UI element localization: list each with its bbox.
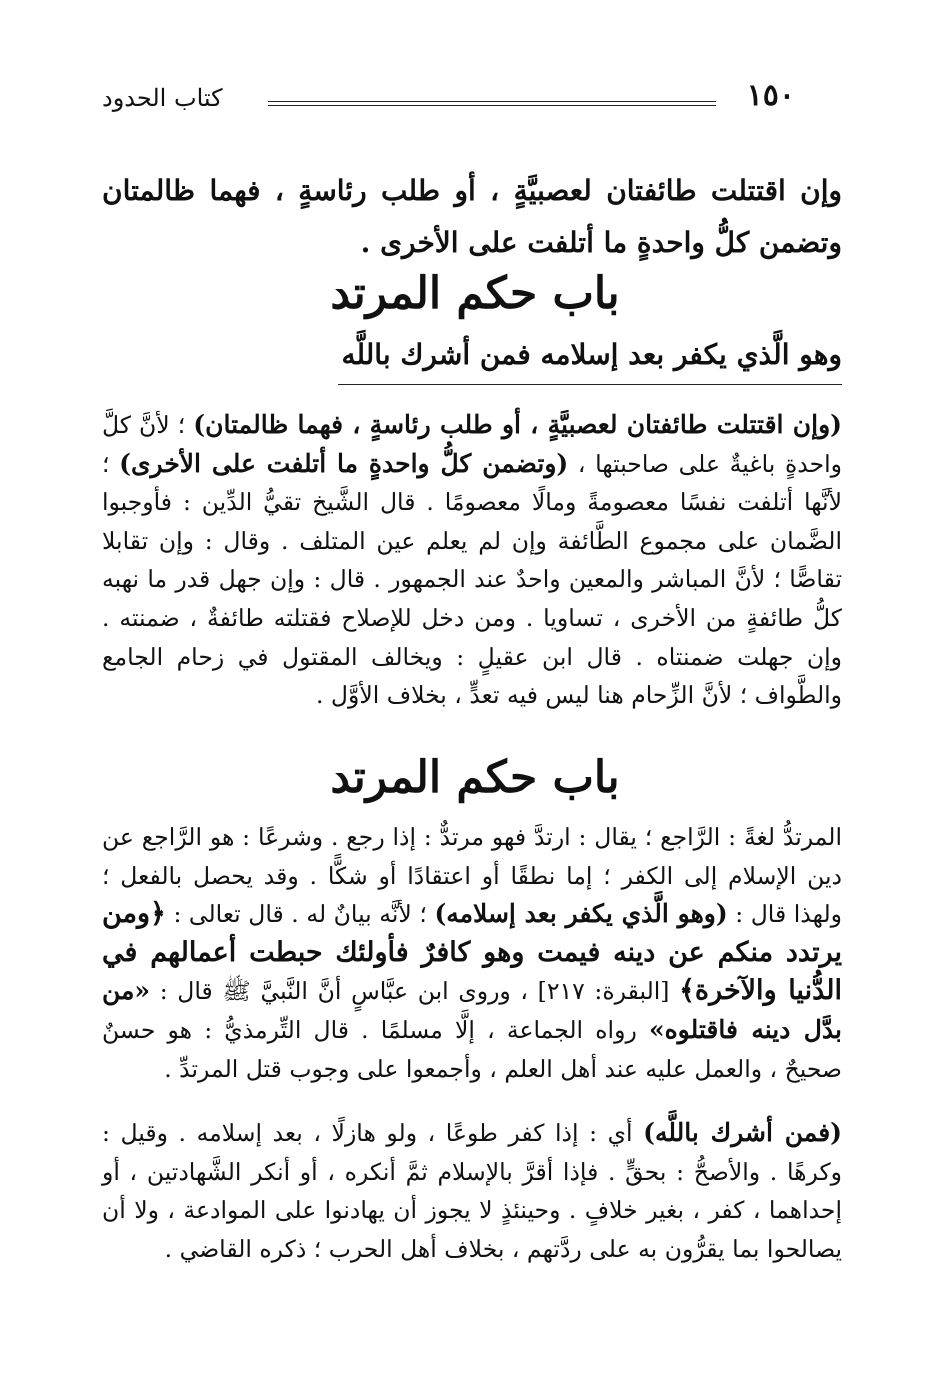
text-run: [البقرة: ٢١٧] ، وروى ابن عبَّاسٍ أنَّ النَّبيَّ ﷺ قال : — [150, 977, 680, 1006]
commentary-paragraph-2 — [102, 818, 842, 1088]
chapter-title-1: باب حكم المرتد — [330, 268, 620, 319]
matn-chapter-line: وهو الَّذي يكفر بعد إسلامه فمن أشرك باللَّه — [341, 338, 842, 371]
page-number: ١٥٠ — [746, 78, 795, 113]
chapter-title-2: باب حكم المرتد — [330, 752, 620, 803]
text-run: المرتدُّ لغةً : الرَّاجع ؛ يقال : ارتدَّ فهو مرتدٌّ : إذا رجع . وشرعًا : هو الرَّاجع عن دين الإسلام إلى الكفر ؛ إما نطقًا أو اعتقادًا أو شكًّا . وقد يحصل بالفعل ؛ ولهذا قال : — [102, 823, 842, 929]
header-rule — [268, 101, 716, 106]
matn-separator-rule — [338, 384, 842, 385]
bold-run: (وهو الَّذي يكفر بعد إسلامه) — [434, 899, 728, 929]
text-run: أي : إذا كفر طوعًا ، ولو هازلًا ، بعد إسلامه . وقيل : وكرهًا . والأصحُّ : بحقٍّ . فإذا أقرَّ بالإسلام ثمَّ أنكره ، أو أنكر الشَّهادتين ، أو إحداهما ، كفر ، بغير خلافٍ . وحينئذٍ لا يجوز أن يهادنوا على الموادعة ، ولا أن يصالحوا بما يقرُّون به على ردَّتهم ، بخلاف أهل الحرب ؛ ذكره القاضي . — [102, 1119, 842, 1263]
text-run: ؛ لأنَّ كلَّ واحدةٍ باغيةٌ على صاحبتها ، — [102, 411, 842, 478]
text-run: ؛ لأنَّها أتلفت نفسًا معصومةً ومالًا معصومًا . قال الشَّيخ تقيُّ الدِّين : فأوجبوا الضَّمان على مجموع الطَّائفة وإن لم يعلم عين المتلف . وقال : وإن تقابلا تقاصًّا ؛ لأنَّ المباشر والمعين واحدٌ عند الجمهور . قال : وإن جهل قدر ما نهبه كلُّ طائفةٍ من الأخرى ، تساويا . ومن دخل للإصلاح فقتلته طائفةٌ ، ضمنته . وإن جهلت ضمنتاه . قال ابن عقيلٍ : ويخالف المقتول في زحام الجامع والطَّواف ؛ لأنَّ الزِّحام هنا ليس فيه تعدٍّ ، بخلاف الأوَّل . — [102, 449, 842, 710]
commentary-paragraph-1 — [102, 406, 842, 715]
book-title: كتاب الحدود — [102, 84, 223, 112]
commentary-paragraph-3 — [102, 1114, 842, 1268]
bold-run: (وإن اقتتلت طائفتان لعصبيَّةٍ ، أو طلب رئاسةٍ ، فهما ظالمتان) — [193, 410, 842, 439]
bold-run: «من بدَّل دينه فاقتلوه» — [102, 976, 842, 1044]
bold-run: (فمن أشرك باللَّه) — [643, 1118, 842, 1147]
text-run: رواه الجماعة ، إلَّا مسلمًا . قال التِّرمذيُّ : هو حسنٌ صحيحٌ ، والعمل عليه عند أهل العلم ، وأجمعوا على وجوب قتل المرتدِّ . — [102, 1015, 842, 1083]
text-run: ؛ لأنَّه بيانٌ له . قال تعالى : — [165, 900, 435, 929]
bold-run: ﴿ومن يرتدد منكم عن دينه فيمت وهو كافرٌ فأولئك حبطت أعمالهم في الدُّنيا والآخرة﴾ — [102, 898, 842, 1007]
bold-run: (وتضمن كلُّ واحدةٍ ما أتلفت على الأخرى) — [119, 448, 569, 478]
matn-text-top: وإن اقتتلت طائفتان لعصبيَّةٍ ، أو طلب رئاسةٍ ، فهما ظالمتان وتضمن كلُّ واحدةٍ ما أتلفت على الأخرى . — [102, 174, 843, 259]
